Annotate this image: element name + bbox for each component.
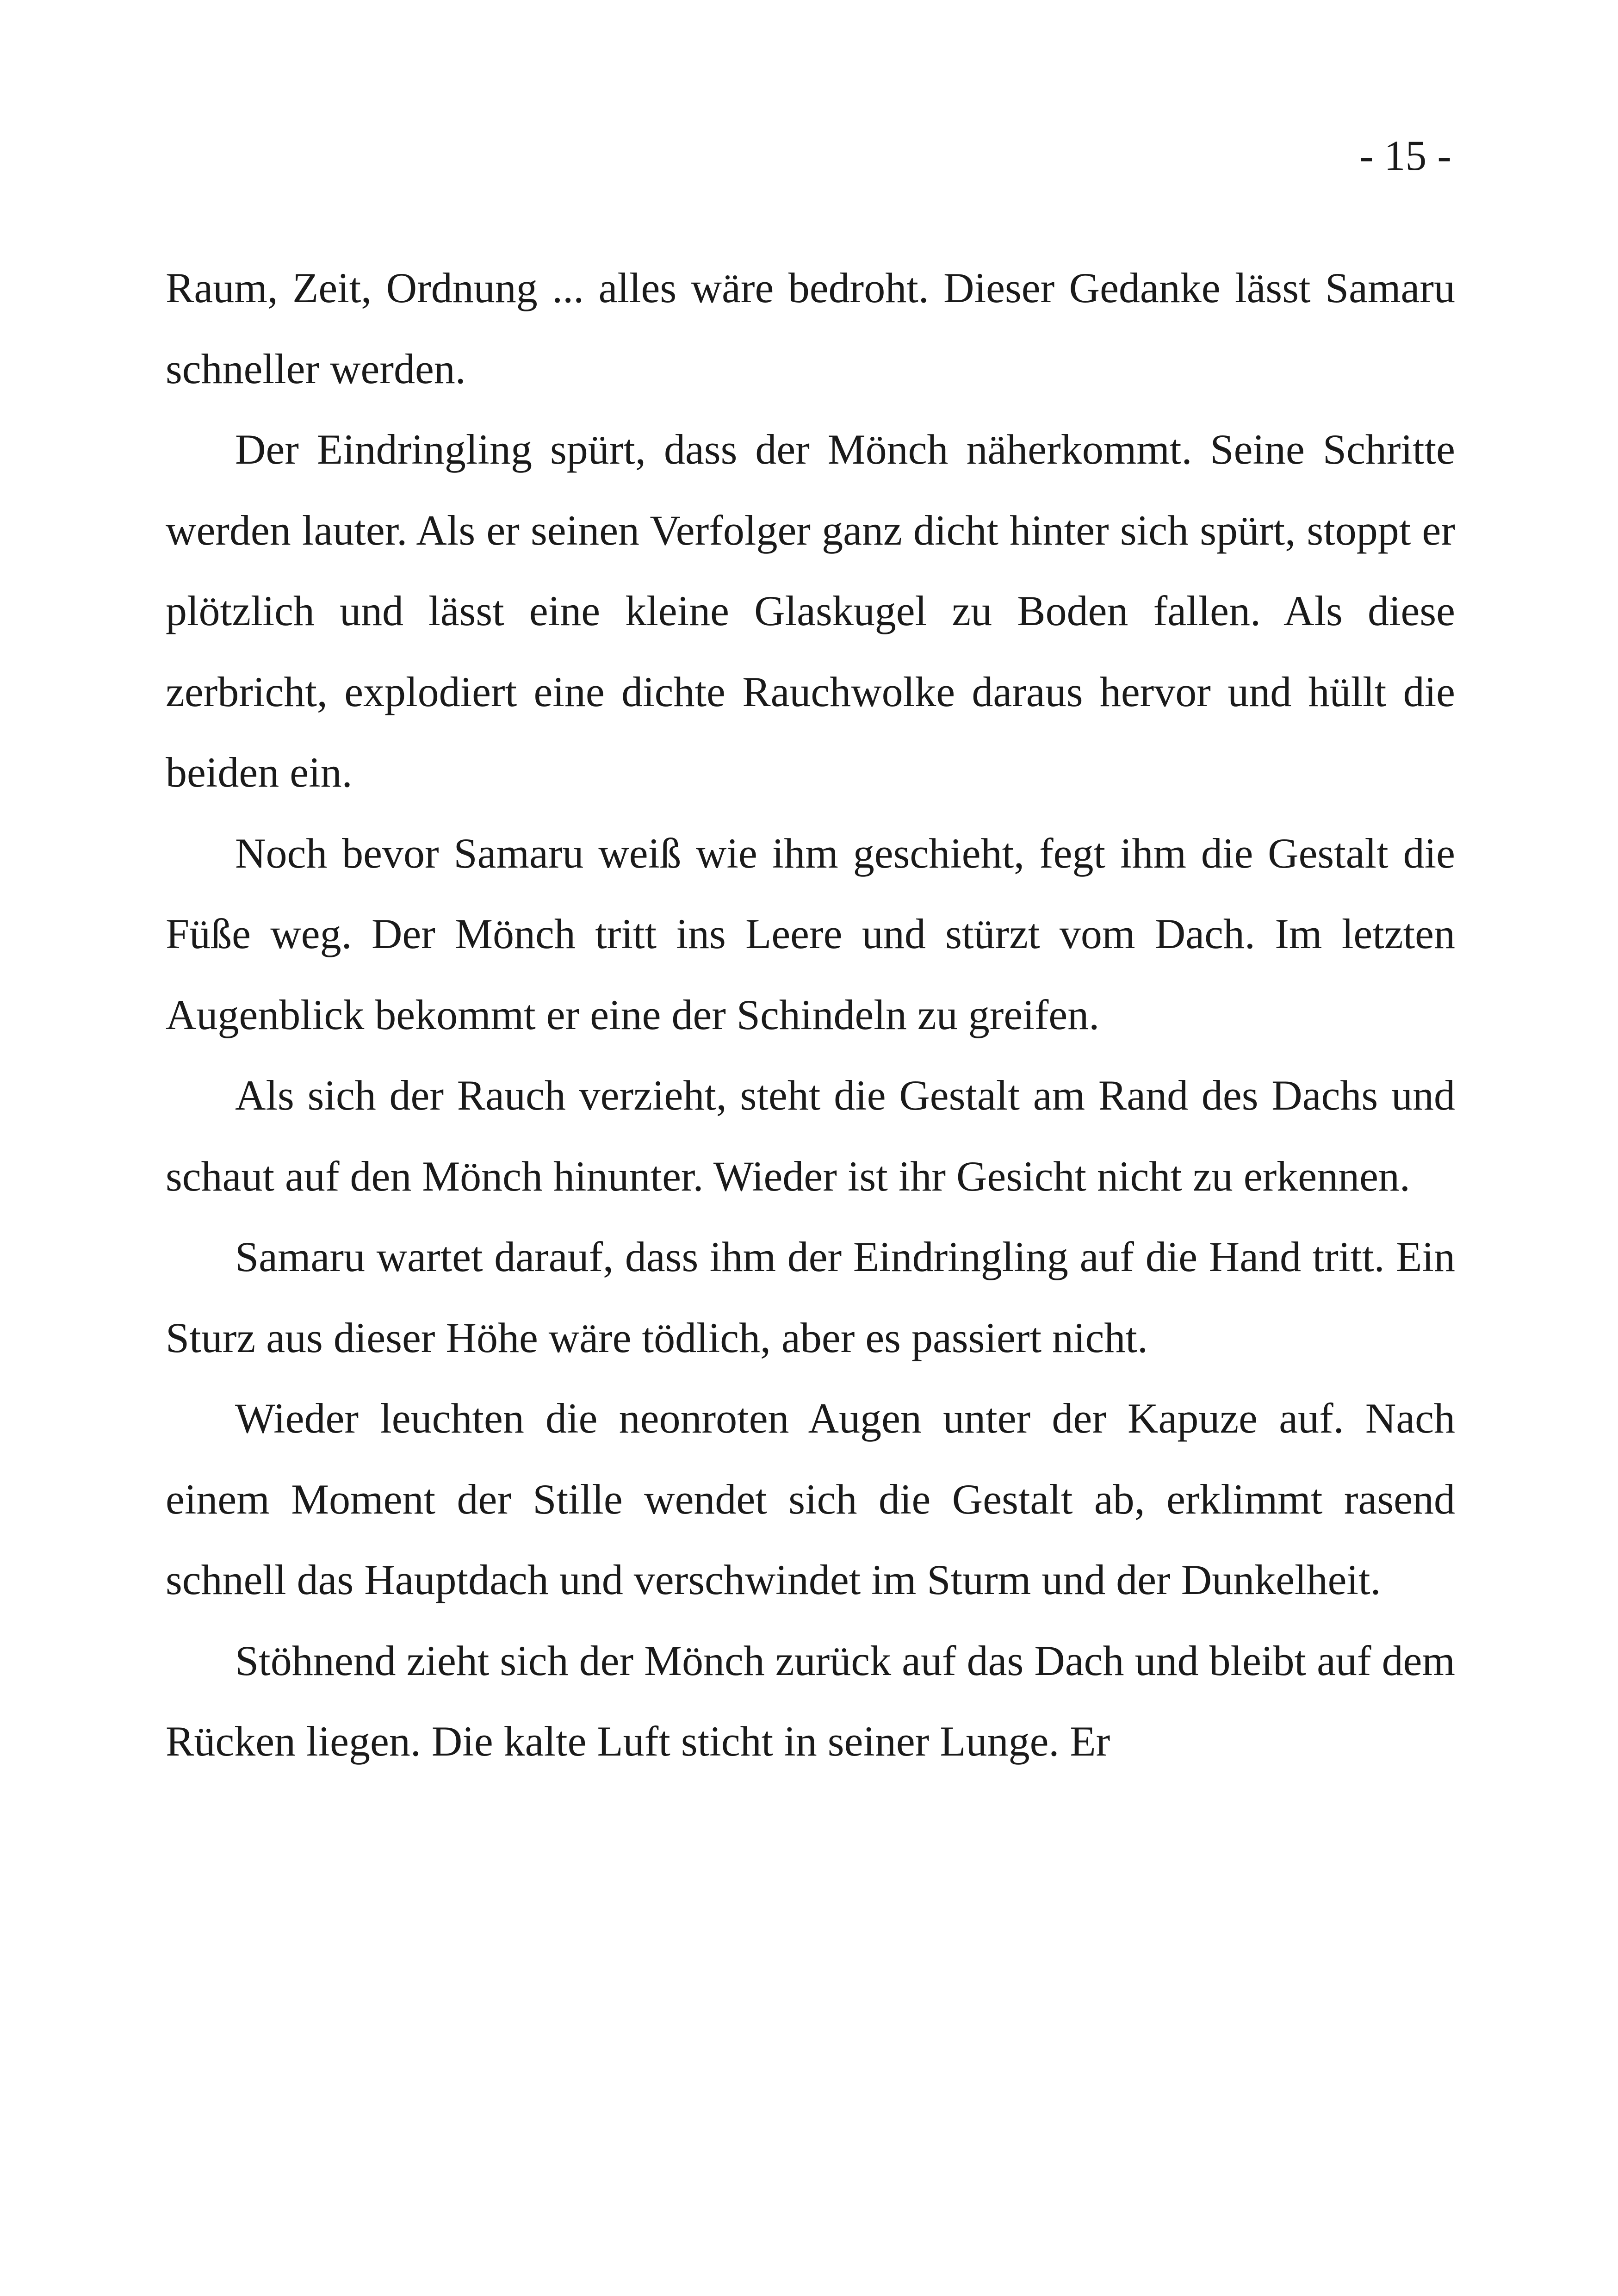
body-text: [166, 248, 1455, 1782]
paragraph-2: Der Eindringling spürt, dass der Mönch näherkommt. Seine Schritte werden lauter. Als er seinen Verfolger ganz dicht hinter sich spürt, stoppt er plötzlich und lässt eine kleine Glaskugel zu Boden fallen. Als diese zerbricht, explodiert eine dichte Rauchwolke daraus hervor und hüllt die beiden ein.: [166, 426, 1455, 796]
paragraph-4: Als sich der Rauch verzieht, steht die Gestalt am Rand des Dachs und schaut auf den Mönch hinunter. Wieder ist ihr Gesicht nicht zu erkennen.: [166, 1072, 1455, 1200]
paragraph-3: Noch bevor Samaru weiß wie ihm geschieht, fegt ihm die Gestalt die Füße weg. Der Mönch tritt ins Leere und stürzt vom Dach. Im letzten Augenblick bekommt er eine der Schindeln zu greifen.: [166, 829, 1455, 1038]
page-number: - 15 -: [1359, 132, 1451, 179]
paragraph-1: Raum, Zeit, Ordnung ... alles wäre bedroht. Dieser Gedanke lässt Samaru schneller werden.: [166, 264, 1455, 392]
paragraph-7: Stöhnend zieht sich der Mönch zurück auf das Dach und bleibt auf dem Rücken liegen. Die kalte Luft sticht in seiner Lunge. Er: [166, 1637, 1455, 1765]
paragraph-6: Wieder leuchten die neonroten Augen unter der Kapuze auf. Nach einem Moment der Stille wendet sich die Gestalt ab, erklimmt rasend schnell das Hauptdach und verschwindet im Sturm und der Dunkelheit.: [166, 1395, 1455, 1603]
paragraph-5: Samaru wartet darauf, dass ihm der Eindringling auf die Hand tritt. Ein Sturz aus dieser Höhe wäre tödlich, aber es passiert nicht.: [166, 1233, 1455, 1361]
